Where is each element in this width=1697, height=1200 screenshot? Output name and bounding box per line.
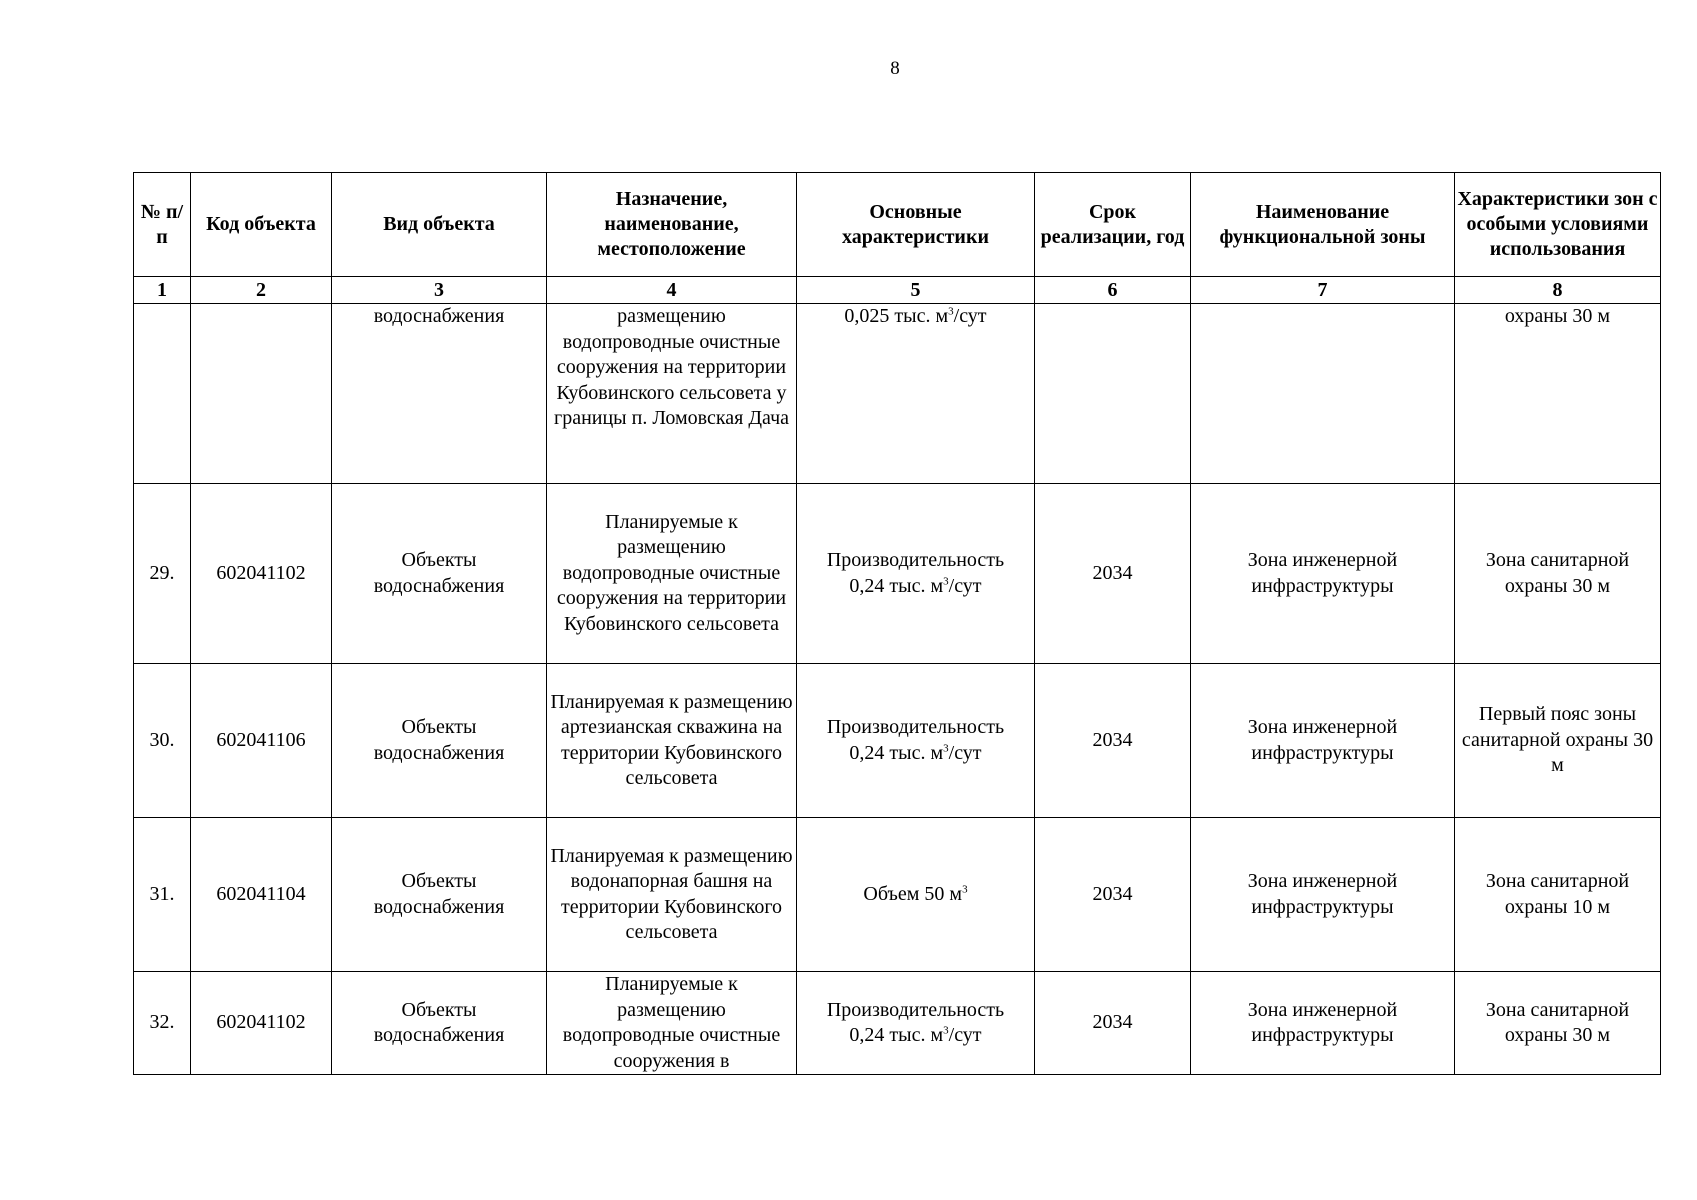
cell-zone-characteristics: Зона санитарной охраны 30 м [1455, 972, 1661, 1075]
cell-purpose: Планируемая к размещению водонапорная башня на территории Кубовинского сельсовета [547, 818, 797, 972]
table-row [134, 664, 1661, 818]
column-number: 1 [134, 277, 191, 304]
cell-zone: Зона инженерной инфраструктуры [1191, 818, 1455, 972]
cell-zone: Зона инженерной инфраструктуры [1191, 664, 1455, 818]
cell-year: 2034 [1035, 818, 1191, 972]
purpose-text: Планируемые к размещению водопроводные очистные сооружения в [562, 973, 781, 1072]
cell-characteristics [797, 304, 1035, 484]
cell-number: 31. [134, 818, 191, 972]
char-line1: Производительность [826, 549, 1005, 571]
header-characteristics: Основные характеристики [797, 173, 1035, 277]
cell-zone: Зона инженерной инфраструктуры [1191, 484, 1455, 664]
cell-number: 32. [134, 972, 191, 1075]
char-line1: Производительность [826, 998, 1005, 1021]
cell-zone-characteristics: Зона санитарной охраны 10 м [1455, 818, 1661, 972]
cell-zone-characteristics: Первый пояс зоны санитарной охраны 30 м [1455, 664, 1661, 818]
cell-type: водоснабжения [332, 304, 547, 484]
cell-year [1035, 304, 1191, 484]
table-row [134, 972, 1661, 1075]
char-superscript: 3 [948, 305, 954, 318]
cell-characteristics [797, 664, 1035, 818]
cell-type: Объекты водоснабжения [332, 664, 547, 818]
char-value: 0,025 тыс. м [844, 305, 949, 327]
cell-year: 2034 [1035, 664, 1191, 818]
cell-year: 2034 [1035, 484, 1191, 664]
cell-zone-characteristics: охраны 30 м [1455, 304, 1661, 484]
table-row [134, 484, 1661, 664]
header-number: № п/п [134, 173, 191, 277]
table-row [134, 818, 1661, 972]
cell-year: 2034 [1035, 972, 1191, 1075]
cell-code: 602041104 [191, 818, 332, 972]
cell-type: Объекты водоснабжения [332, 972, 547, 1075]
header-type: Вид объекта [332, 173, 547, 277]
char-value: Объем 50 м [863, 882, 963, 905]
cell-characteristics [797, 484, 1035, 664]
char-unit: /сут [948, 741, 982, 764]
header-zone-characteristics: Характеристики зон с особыми условиями использования [1455, 173, 1661, 277]
cell-number: 29. [134, 484, 191, 664]
char-superscript: 3 [962, 883, 968, 896]
table-header-row [134, 173, 1661, 277]
header-term: Срок реализации, год [1035, 173, 1191, 277]
header-purpose: Назначение, наименование, местоположение [547, 173, 797, 277]
column-number: 7 [1191, 277, 1455, 304]
column-number: 4 [547, 277, 797, 304]
objects-table [133, 172, 1661, 1075]
cell-characteristics [797, 818, 1035, 972]
header-zone: Наименование функциональной зоны [1191, 173, 1455, 277]
char-value: 0,24 тыс. м [849, 574, 944, 597]
cell-code [191, 304, 332, 484]
cell-zone [1191, 304, 1455, 484]
page-number: 8 [890, 58, 900, 79]
cell-type: Объекты водоснабжения [332, 818, 547, 972]
char-value: 0,24 тыс. м [849, 1024, 944, 1046]
char-value: 0,24 тыс. м [849, 741, 944, 764]
cell-number [134, 304, 191, 484]
header-code: Код объекта [191, 173, 332, 277]
cell-characteristics [797, 972, 1035, 1075]
char-superscript: 3 [943, 1024, 949, 1037]
cell-purpose [547, 972, 797, 1075]
cell-code: 602041102 [191, 484, 332, 664]
column-number: 3 [332, 277, 547, 304]
column-number: 5 [797, 277, 1035, 304]
char-unit: /сут [948, 574, 982, 597]
column-number: 8 [1455, 277, 1661, 304]
cell-code: 602041102 [191, 972, 332, 1075]
column-numbers-row [134, 277, 1661, 304]
cell-number: 30. [134, 664, 191, 818]
char-superscript: 3 [943, 741, 949, 754]
cell-zone-characteristics: Зона санитарной охраны 30 м [1455, 484, 1661, 664]
char-unit: /сут [953, 305, 987, 327]
table-row-continued [134, 304, 1661, 484]
char-line1: Производительность [826, 716, 1005, 738]
cell-purpose: Планируемая к размещению артезианская скважина на территории Кубовинского сельсовета [547, 664, 797, 818]
column-number: 6 [1035, 277, 1191, 304]
cell-purpose: Планируемые к размещению водопроводные очистные сооружения на территории Кубовинского сельсовета [547, 484, 797, 664]
cell-zone: Зона инженерной инфраструктуры [1191, 972, 1455, 1075]
cell-purpose: размещению водопроводные очистные сооружения на территории Кубовинского сельсовета у границы п. Ломовская Дача [547, 304, 797, 484]
column-number: 2 [191, 277, 332, 304]
cell-code: 602041106 [191, 664, 332, 818]
char-unit: /сут [948, 1024, 982, 1046]
char-superscript: 3 [943, 574, 949, 587]
cell-type: Объекты водоснабжения [332, 484, 547, 664]
